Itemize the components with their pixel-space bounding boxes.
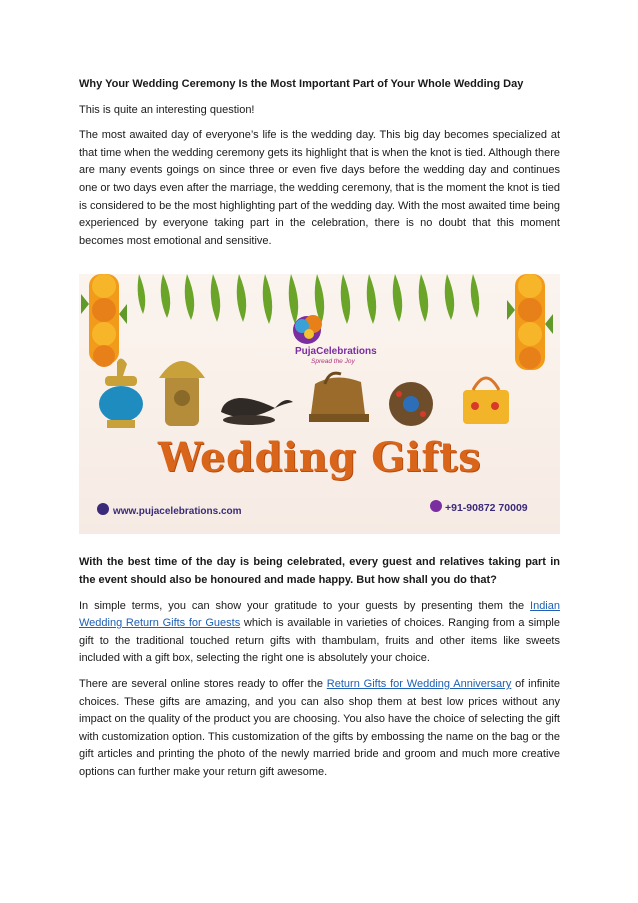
wedding-gifts-banner [79, 274, 560, 534]
gift-items-row [99, 359, 509, 429]
paragraph-online-stores-text-after: of infinite choices. These gifts are amazing, and you can also shop them at best low prices without any impact on the quality of the product you are choosing. You also have the choice of selecting the gift with customization option. This customization of the gifts by embossing the name on the bag or the gift articles and printing the photo of the newly married bride and groom and much more creative options can further make your return gift awesome. [79, 677, 560, 778]
banner-title: Wedding Gifts [157, 434, 482, 482]
banner-tagline: Spread the Joy [311, 358, 355, 366]
paragraph-return-gifts [79, 598, 560, 668]
banner-artwork [79, 274, 560, 534]
heading-wedding-ceremony: Why Your Wedding Ceremony Is the Most Important Part of Your Whole Wedding Day [79, 78, 524, 90]
marigold-garland-right [507, 274, 553, 370]
pujacelebrations-logo-icon [293, 315, 322, 344]
phone-icon [430, 500, 442, 512]
paragraph-wedding-day: The most awaited day of everyone’s life is the wedding day. This big day becomes specialized at that time when the wedding ceremony gets its highlight that is when the knot is tied. Although there are many events goings on since three or even five days before the wedding day and continues one or two days even after the marriage, the wedding ceremony, that is the moment the knot is tied is considered to be the most highlighting part of the wedding day. With the most awaited time being experienced by everyone taking part in the celebration, there is no doubt that this moment becomes most emotional and sensitive. [79, 129, 561, 247]
paragraph-online-stores-text-before: There are several online stores ready to offer the [79, 677, 327, 690]
banner-website[interactable]: www.pujacelebrations.com [113, 506, 242, 518]
globe-icon [97, 503, 109, 515]
banner-brand: PujaCelebrations [295, 346, 377, 358]
marigold-garland-left [81, 274, 127, 367]
heading-guests-honoured: With the best time of the day is being celebrated, every guest and relatives taking part in the event should also be honoured and made happy. But how shall you do that? [79, 556, 560, 586]
banner-phone[interactable]: +91-90872 70009 [445, 502, 528, 515]
paragraph-return-gifts-text-after: which is available in varieties of choices. Ranging from a simple gift to the traditional touched return gifts with thambulam, fruits and other items like sweets included with a gift box, selecting the right one is absolutely your choice. [79, 617, 560, 665]
intro-paragraph: This is quite an interesting question! [79, 103, 255, 116]
document-body [79, 76, 560, 781]
link-return-gifts-anniversary[interactable]: Return Gifts for Wedding Anniversary [326, 677, 512, 690]
paragraph-online-stores [79, 676, 560, 782]
link-indian-wedding-return-gifts[interactable]: Indian Wedding Return Gifts for Guests [79, 599, 560, 630]
paragraph-return-gifts-text-before: In simple terms, you can show your gratitude to your guests by presenting them the [79, 599, 531, 612]
